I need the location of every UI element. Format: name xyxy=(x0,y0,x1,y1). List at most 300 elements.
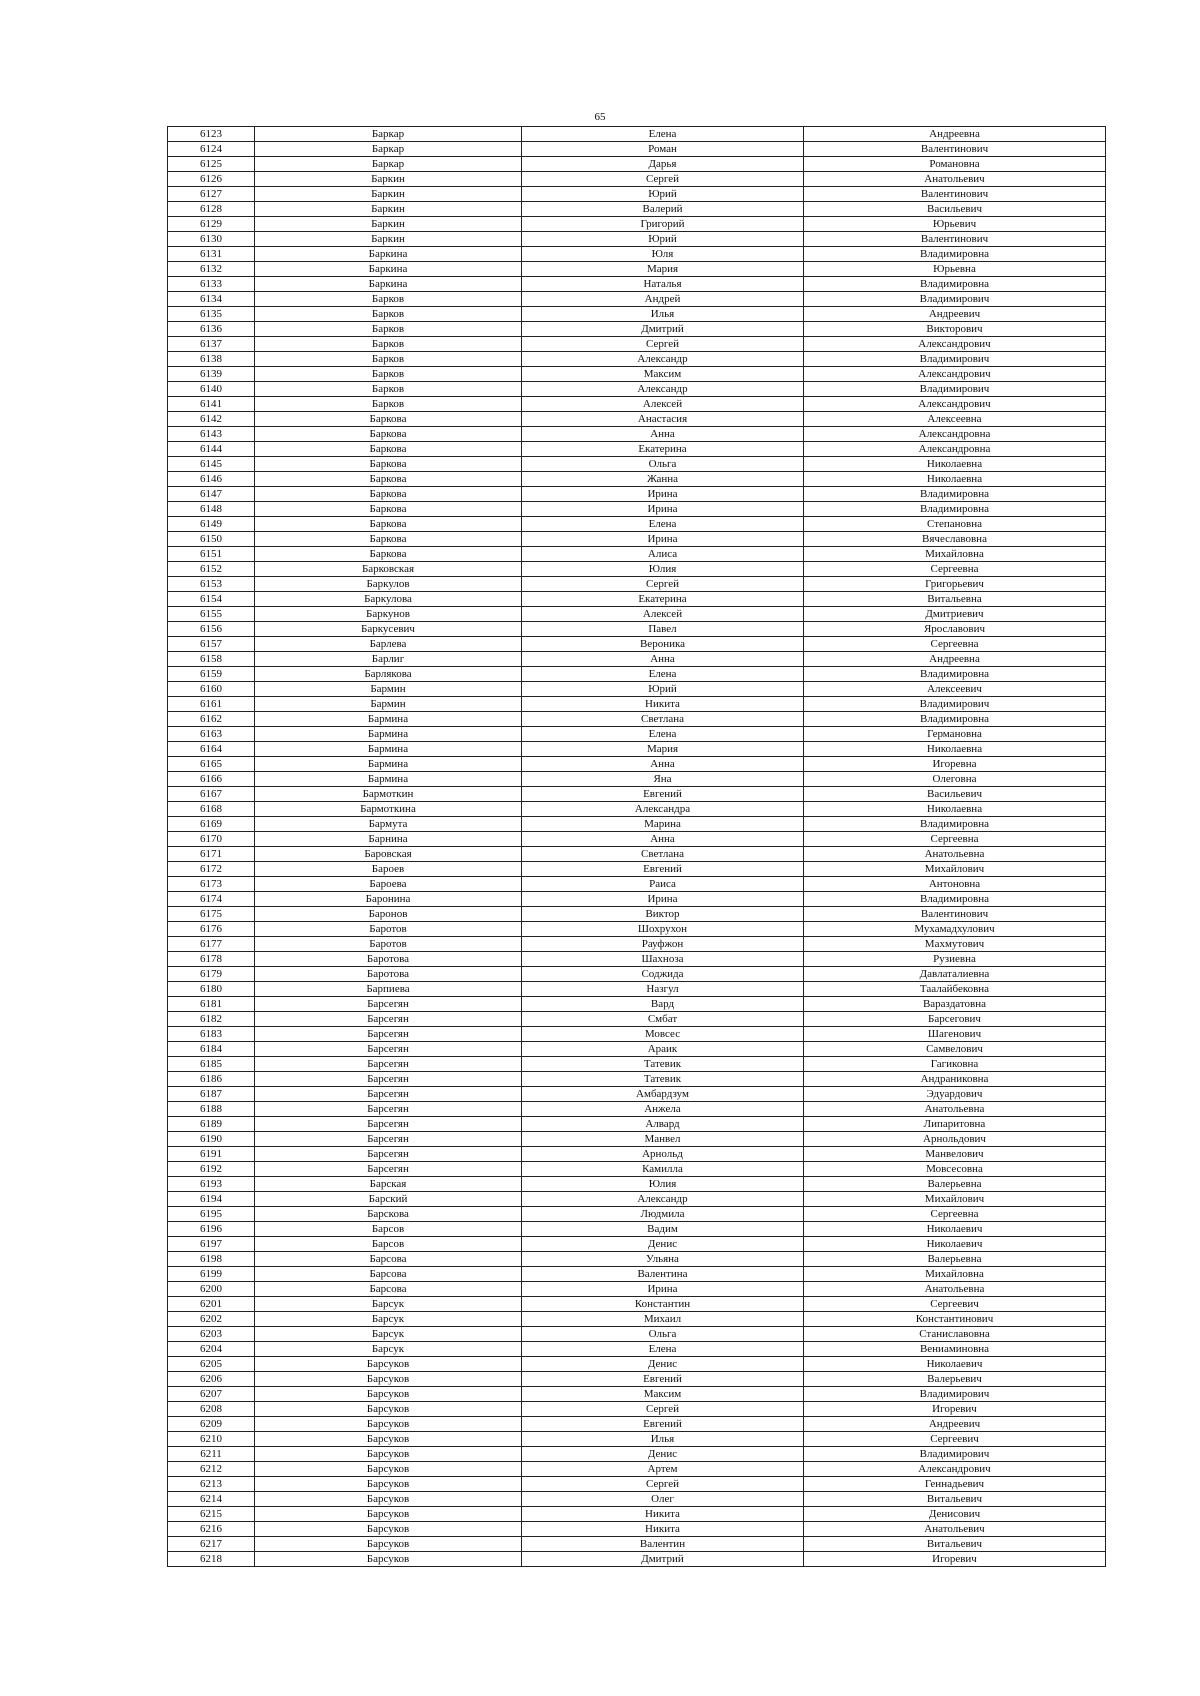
last-name-cell: Баркусевич xyxy=(255,622,522,637)
last-name-cell: Барсегян xyxy=(255,1162,522,1177)
first-name-cell: Араик xyxy=(522,1042,804,1057)
patronymic-cell: Владимирович xyxy=(804,292,1106,307)
last-name-cell: Барсова xyxy=(255,1252,522,1267)
table-row xyxy=(168,232,1106,247)
last-name-cell: Барсуков xyxy=(255,1552,522,1567)
row-number-cell: 6149 xyxy=(168,517,255,532)
row-number-cell: 6214 xyxy=(168,1492,255,1507)
first-name-cell: Светлана xyxy=(522,847,804,862)
patronymic-cell: Николаевич xyxy=(804,1357,1106,1372)
first-name-cell: Евгений xyxy=(522,862,804,877)
last-name-cell: Барсова xyxy=(255,1282,522,1297)
row-number-cell: 6188 xyxy=(168,1102,255,1117)
table-row xyxy=(168,1147,1106,1162)
table-row xyxy=(168,1252,1106,1267)
row-number-cell: 6126 xyxy=(168,172,255,187)
last-name-cell: Барсуков xyxy=(255,1387,522,1402)
last-name-cell: Баркар xyxy=(255,142,522,157)
table-row xyxy=(168,667,1106,682)
first-name-cell: Юлия xyxy=(522,562,804,577)
last-name-cell: Баркова xyxy=(255,517,522,532)
row-number-cell: 6138 xyxy=(168,352,255,367)
first-name-cell: Светлана xyxy=(522,712,804,727)
table-row xyxy=(168,157,1106,172)
first-name-cell: Андрей xyxy=(522,292,804,307)
table-row xyxy=(168,367,1106,382)
table-row xyxy=(168,472,1106,487)
first-name-cell: Анна xyxy=(522,427,804,442)
first-name-cell: Константин xyxy=(522,1297,804,1312)
first-name-cell: Шахноза xyxy=(522,952,804,967)
first-name-cell: Ирина xyxy=(522,532,804,547)
last-name-cell: Барсов xyxy=(255,1237,522,1252)
first-name-cell: Елена xyxy=(522,127,804,142)
patronymic-cell: Самвелович xyxy=(804,1042,1106,1057)
first-name-cell: Арнольд xyxy=(522,1147,804,1162)
patronymic-cell: Валерьевна xyxy=(804,1177,1106,1192)
table-row xyxy=(168,1327,1106,1342)
row-number-cell: 6209 xyxy=(168,1417,255,1432)
last-name-cell: Барковская xyxy=(255,562,522,577)
patronymic-cell: Андреевна xyxy=(804,127,1106,142)
row-number-cell: 6207 xyxy=(168,1387,255,1402)
last-name-cell: Барсегян xyxy=(255,1042,522,1057)
table-row xyxy=(168,1462,1106,1477)
first-name-cell: Мовсес xyxy=(522,1027,804,1042)
patronymic-cell: Манвелович xyxy=(804,1147,1106,1162)
first-name-cell: Ирина xyxy=(522,487,804,502)
row-number-cell: 6141 xyxy=(168,397,255,412)
row-number-cell: 6169 xyxy=(168,817,255,832)
last-name-cell: Баркин xyxy=(255,172,522,187)
first-name-cell: Ольга xyxy=(522,457,804,472)
patronymic-cell: Владимировна xyxy=(804,502,1106,517)
patronymic-cell: Николаевна xyxy=(804,802,1106,817)
table-row xyxy=(168,1237,1106,1252)
table-row xyxy=(168,1102,1106,1117)
last-name-cell: Барсегян xyxy=(255,1057,522,1072)
first-name-cell: Юрий xyxy=(522,187,804,202)
first-name-cell: Юлия xyxy=(522,1177,804,1192)
row-number-cell: 6156 xyxy=(168,622,255,637)
row-number-cell: 6186 xyxy=(168,1072,255,1087)
last-name-cell: Барсук xyxy=(255,1327,522,1342)
patronymic-cell: Александрович xyxy=(804,367,1106,382)
last-name-cell: Барсуков xyxy=(255,1402,522,1417)
last-name-cell: Баркова xyxy=(255,547,522,562)
first-name-cell: Дмитрий xyxy=(522,322,804,337)
row-number-cell: 6175 xyxy=(168,907,255,922)
patronymic-cell: Ярославович xyxy=(804,622,1106,637)
last-name-cell: Барков xyxy=(255,367,522,382)
row-number-cell: 6164 xyxy=(168,742,255,757)
first-name-cell: Александра xyxy=(522,802,804,817)
row-number-cell: 6139 xyxy=(168,367,255,382)
patronymic-cell: Мовсесовна xyxy=(804,1162,1106,1177)
table-row xyxy=(168,832,1106,847)
last-name-cell: Баркар xyxy=(255,157,522,172)
first-name-cell: Алексей xyxy=(522,397,804,412)
row-number-cell: 6195 xyxy=(168,1207,255,1222)
patronymic-cell: Антоновна xyxy=(804,877,1106,892)
row-number-cell: 6187 xyxy=(168,1087,255,1102)
table-row xyxy=(168,847,1106,862)
first-name-cell: Наталья xyxy=(522,277,804,292)
row-number-cell: 6157 xyxy=(168,637,255,652)
last-name-cell: Бароева xyxy=(255,877,522,892)
last-name-cell: Бармоткина xyxy=(255,802,522,817)
row-number-cell: 6150 xyxy=(168,532,255,547)
patronymic-cell: Денисович xyxy=(804,1507,1106,1522)
last-name-cell: Баровская xyxy=(255,847,522,862)
table-row xyxy=(168,907,1106,922)
table-row xyxy=(168,1177,1106,1192)
last-name-cell: Бармина xyxy=(255,772,522,787)
table-row xyxy=(168,1432,1106,1447)
table-row xyxy=(168,1222,1106,1237)
last-name-cell: Баркулов xyxy=(255,577,522,592)
row-number-cell: 6167 xyxy=(168,787,255,802)
patronymic-cell: Николаевна xyxy=(804,457,1106,472)
first-name-cell: Дарья xyxy=(522,157,804,172)
row-number-cell: 6148 xyxy=(168,502,255,517)
first-name-cell: Алиса xyxy=(522,547,804,562)
first-name-cell: Денис xyxy=(522,1237,804,1252)
row-number-cell: 6182 xyxy=(168,1012,255,1027)
table-row xyxy=(168,337,1106,352)
row-number-cell: 6181 xyxy=(168,997,255,1012)
table-row xyxy=(168,1282,1106,1297)
row-number-cell: 6145 xyxy=(168,457,255,472)
last-name-cell: Барсова xyxy=(255,1267,522,1282)
row-number-cell: 6147 xyxy=(168,487,255,502)
last-name-cell: Баркар xyxy=(255,127,522,142)
row-number-cell: 6194 xyxy=(168,1192,255,1207)
first-name-cell: Екатерина xyxy=(522,592,804,607)
table-row xyxy=(168,712,1106,727)
last-name-cell: Барсегян xyxy=(255,1132,522,1147)
patronymic-cell: Николаевна xyxy=(804,742,1106,757)
patronymic-cell: Андреевна xyxy=(804,652,1106,667)
last-name-cell: Барсегян xyxy=(255,997,522,1012)
last-name-cell: Барсегян xyxy=(255,1147,522,1162)
last-name-cell: Баркулова xyxy=(255,592,522,607)
patronymic-cell: Мухамадхулович xyxy=(804,922,1106,937)
table-row xyxy=(168,697,1106,712)
patronymic-cell: Васильевич xyxy=(804,202,1106,217)
last-name-cell: Барсегян xyxy=(255,1117,522,1132)
last-name-cell: Барсегян xyxy=(255,1102,522,1117)
patronymic-cell: Дмитриевич xyxy=(804,607,1106,622)
first-name-cell: Никита xyxy=(522,1507,804,1522)
row-number-cell: 6203 xyxy=(168,1327,255,1342)
row-number-cell: 6161 xyxy=(168,697,255,712)
table-row xyxy=(168,622,1106,637)
last-name-cell: Барсуков xyxy=(255,1417,522,1432)
first-name-cell: Валерий xyxy=(522,202,804,217)
first-name-cell: Ирина xyxy=(522,502,804,517)
patronymic-cell: Владимировна xyxy=(804,277,1106,292)
row-number-cell: 6144 xyxy=(168,442,255,457)
table-row xyxy=(168,1087,1106,1102)
last-name-cell: Баротов xyxy=(255,937,522,952)
patronymic-cell: Валентинович xyxy=(804,142,1106,157)
row-number-cell: 6204 xyxy=(168,1342,255,1357)
table-row xyxy=(168,1522,1106,1537)
row-number-cell: 6165 xyxy=(168,757,255,772)
patronymic-cell: Владимировна xyxy=(804,712,1106,727)
row-number-cell: 6206 xyxy=(168,1372,255,1387)
patronymic-cell: Анатольевич xyxy=(804,1522,1106,1537)
table-row xyxy=(168,1447,1106,1462)
patronymic-cell: Витальевна xyxy=(804,592,1106,607)
table-row xyxy=(168,1357,1106,1372)
page-number: 65 xyxy=(594,111,606,123)
first-name-cell: Денис xyxy=(522,1357,804,1372)
patronymic-cell: Алексеевна xyxy=(804,412,1106,427)
last-name-cell: Баронов xyxy=(255,907,522,922)
first-name-cell: Елена xyxy=(522,727,804,742)
table-row xyxy=(168,1192,1106,1207)
last-name-cell: Барков xyxy=(255,382,522,397)
patronymic-cell: Михайловна xyxy=(804,547,1106,562)
table-row xyxy=(168,502,1106,517)
row-number-cell: 6159 xyxy=(168,667,255,682)
first-name-cell: Ирина xyxy=(522,1282,804,1297)
patronymic-cell: Юрьевич xyxy=(804,217,1106,232)
table-row xyxy=(168,532,1106,547)
row-number-cell: 6155 xyxy=(168,607,255,622)
patronymic-cell: Вениаминовна xyxy=(804,1342,1106,1357)
patronymic-cell: Сергеевна xyxy=(804,832,1106,847)
row-number-cell: 6179 xyxy=(168,967,255,982)
patronymic-cell: Михайловна xyxy=(804,1267,1106,1282)
row-number-cell: 6180 xyxy=(168,982,255,997)
table-row xyxy=(168,487,1106,502)
table-row xyxy=(168,442,1106,457)
patronymic-cell: Шагенович xyxy=(804,1027,1106,1042)
first-name-cell: Людмила xyxy=(522,1207,804,1222)
patronymic-cell: Михайлович xyxy=(804,1192,1106,1207)
first-name-cell: Александр xyxy=(522,382,804,397)
table-row xyxy=(168,682,1106,697)
table-row xyxy=(168,1267,1106,1282)
row-number-cell: 6185 xyxy=(168,1057,255,1072)
first-name-cell: Евгений xyxy=(522,1417,804,1432)
patronymic-cell: Германовна xyxy=(804,727,1106,742)
table-row xyxy=(168,577,1106,592)
patronymic-cell: Александровна xyxy=(804,427,1106,442)
table-row xyxy=(168,1387,1106,1402)
patronymic-cell: Анатольевна xyxy=(804,847,1106,862)
last-name-cell: Барков xyxy=(255,352,522,367)
table-row xyxy=(168,412,1106,427)
last-name-cell: Бармина xyxy=(255,727,522,742)
row-number-cell: 6197 xyxy=(168,1237,255,1252)
last-name-cell: Барсегян xyxy=(255,1012,522,1027)
first-name-cell: Виктор xyxy=(522,907,804,922)
patronymic-cell: Витальевич xyxy=(804,1492,1106,1507)
last-name-cell: Барнина xyxy=(255,832,522,847)
table-row xyxy=(168,1342,1106,1357)
patronymic-cell: Алексеевич xyxy=(804,682,1106,697)
table-row xyxy=(168,727,1106,742)
patronymic-cell: Валерьевна xyxy=(804,1252,1106,1267)
row-number-cell: 6134 xyxy=(168,292,255,307)
row-number-cell: 6146 xyxy=(168,472,255,487)
table-row xyxy=(168,202,1106,217)
row-number-cell: 6198 xyxy=(168,1252,255,1267)
row-number-cell: 6158 xyxy=(168,652,255,667)
first-name-cell: Анжела xyxy=(522,1102,804,1117)
first-name-cell: Анастасия xyxy=(522,412,804,427)
last-name-cell: Барсегян xyxy=(255,1087,522,1102)
patronymic-cell: Александрович xyxy=(804,337,1106,352)
row-number-cell: 6143 xyxy=(168,427,255,442)
roster-body xyxy=(168,127,1106,1567)
first-name-cell: Смбат xyxy=(522,1012,804,1027)
patronymic-cell: Михайлович xyxy=(804,862,1106,877)
last-name-cell: Барков xyxy=(255,337,522,352)
table-row xyxy=(168,1312,1106,1327)
first-name-cell: Ирина xyxy=(522,892,804,907)
patronymic-cell: Владимирович xyxy=(804,1447,1106,1462)
first-name-cell: Мария xyxy=(522,262,804,277)
row-number-cell: 6202 xyxy=(168,1312,255,1327)
first-name-cell: Юля xyxy=(522,247,804,262)
row-number-cell: 6193 xyxy=(168,1177,255,1192)
patronymic-cell: Вячеславовна xyxy=(804,532,1106,547)
row-number-cell: 6210 xyxy=(168,1432,255,1447)
row-number-cell: 6205 xyxy=(168,1357,255,1372)
table-row xyxy=(168,1372,1106,1387)
last-name-cell: Барсук xyxy=(255,1312,522,1327)
table-row xyxy=(168,172,1106,187)
last-name-cell: Барсуков xyxy=(255,1477,522,1492)
table-row xyxy=(168,277,1106,292)
table-row xyxy=(168,877,1106,892)
first-name-cell: Сергей xyxy=(522,1402,804,1417)
patronymic-cell: Александровна xyxy=(804,442,1106,457)
first-name-cell: Никита xyxy=(522,1522,804,1537)
patronymic-cell: Сергеевич xyxy=(804,1297,1106,1312)
first-name-cell: Раиса xyxy=(522,877,804,892)
first-name-cell: Максим xyxy=(522,1387,804,1402)
last-name-cell: Барков xyxy=(255,292,522,307)
row-number-cell: 6154 xyxy=(168,592,255,607)
patronymic-cell: Вараздатовна xyxy=(804,997,1106,1012)
last-name-cell: Барлиг xyxy=(255,652,522,667)
last-name-cell: Бармута xyxy=(255,817,522,832)
first-name-cell: Олег xyxy=(522,1492,804,1507)
table-row xyxy=(168,247,1106,262)
table-row xyxy=(168,517,1106,532)
table-row xyxy=(168,352,1106,367)
table-row xyxy=(168,1057,1106,1072)
patronymic-cell: Анатольевич xyxy=(804,172,1106,187)
patronymic-cell: Владимирович xyxy=(804,382,1106,397)
first-name-cell: Назгул xyxy=(522,982,804,997)
first-name-cell: Сергей xyxy=(522,577,804,592)
row-number-cell: 6130 xyxy=(168,232,255,247)
patronymic-cell: Владимировна xyxy=(804,892,1106,907)
row-number-cell: 6124 xyxy=(168,142,255,157)
last-name-cell: Баркова xyxy=(255,502,522,517)
last-name-cell: Барсуков xyxy=(255,1507,522,1522)
row-number-cell: 6184 xyxy=(168,1042,255,1057)
table-row xyxy=(168,397,1106,412)
patronymic-cell: Сергеевна xyxy=(804,1207,1106,1222)
last-name-cell: Баркин xyxy=(255,232,522,247)
first-name-cell: Валентина xyxy=(522,1267,804,1282)
first-name-cell: Анна xyxy=(522,652,804,667)
patronymic-cell: Владимирович xyxy=(804,1387,1106,1402)
table-row xyxy=(168,967,1106,982)
row-number-cell: 6142 xyxy=(168,412,255,427)
first-name-cell: Ульяна xyxy=(522,1252,804,1267)
first-name-cell: Шохрухон xyxy=(522,922,804,937)
table-row xyxy=(168,1492,1106,1507)
row-number-cell: 6174 xyxy=(168,892,255,907)
patronymic-cell: Игоревич xyxy=(804,1402,1106,1417)
first-name-cell: Юрий xyxy=(522,682,804,697)
last-name-cell: Баркова xyxy=(255,457,522,472)
last-name-cell: Барсегян xyxy=(255,1027,522,1042)
table-row xyxy=(168,757,1106,772)
patronymic-cell: Андраниковна xyxy=(804,1072,1106,1087)
first-name-cell: Жанна xyxy=(522,472,804,487)
first-name-cell: Артем xyxy=(522,1462,804,1477)
first-name-cell: Илья xyxy=(522,1432,804,1447)
last-name-cell: Баркина xyxy=(255,277,522,292)
patronymic-cell: Владимировна xyxy=(804,487,1106,502)
last-name-cell: Баротова xyxy=(255,967,522,982)
row-number-cell: 6166 xyxy=(168,772,255,787)
first-name-cell: Илья xyxy=(522,307,804,322)
row-number-cell: 6213 xyxy=(168,1477,255,1492)
last-name-cell: Бармоткин xyxy=(255,787,522,802)
row-number-cell: 6168 xyxy=(168,802,255,817)
patronymic-cell: Романовна xyxy=(804,157,1106,172)
first-name-cell: Мария xyxy=(522,742,804,757)
row-number-cell: 6137 xyxy=(168,337,255,352)
first-name-cell: Сергей xyxy=(522,1477,804,1492)
first-name-cell: Анна xyxy=(522,757,804,772)
patronymic-cell: Александрович xyxy=(804,1462,1106,1477)
first-name-cell: Михаил xyxy=(522,1312,804,1327)
first-name-cell: Соджида xyxy=(522,967,804,982)
row-number-cell: 6178 xyxy=(168,952,255,967)
last-name-cell: Баркова xyxy=(255,532,522,547)
table-row xyxy=(168,637,1106,652)
roster-table xyxy=(167,126,1106,1567)
last-name-cell: Баркова xyxy=(255,427,522,442)
last-name-cell: Барсук xyxy=(255,1297,522,1312)
row-number-cell: 6208 xyxy=(168,1402,255,1417)
first-name-cell: Павел xyxy=(522,622,804,637)
patronymic-cell: Валентинович xyxy=(804,907,1106,922)
first-name-cell: Татевик xyxy=(522,1057,804,1072)
first-name-cell: Алексей xyxy=(522,607,804,622)
table-row xyxy=(168,952,1106,967)
last-name-cell: Бармин xyxy=(255,682,522,697)
last-name-cell: Баркин xyxy=(255,187,522,202)
table-row xyxy=(168,1072,1106,1087)
last-name-cell: Барскова xyxy=(255,1207,522,1222)
first-name-cell: Елена xyxy=(522,1342,804,1357)
last-name-cell: Баркин xyxy=(255,217,522,232)
last-name-cell: Барсуков xyxy=(255,1447,522,1462)
